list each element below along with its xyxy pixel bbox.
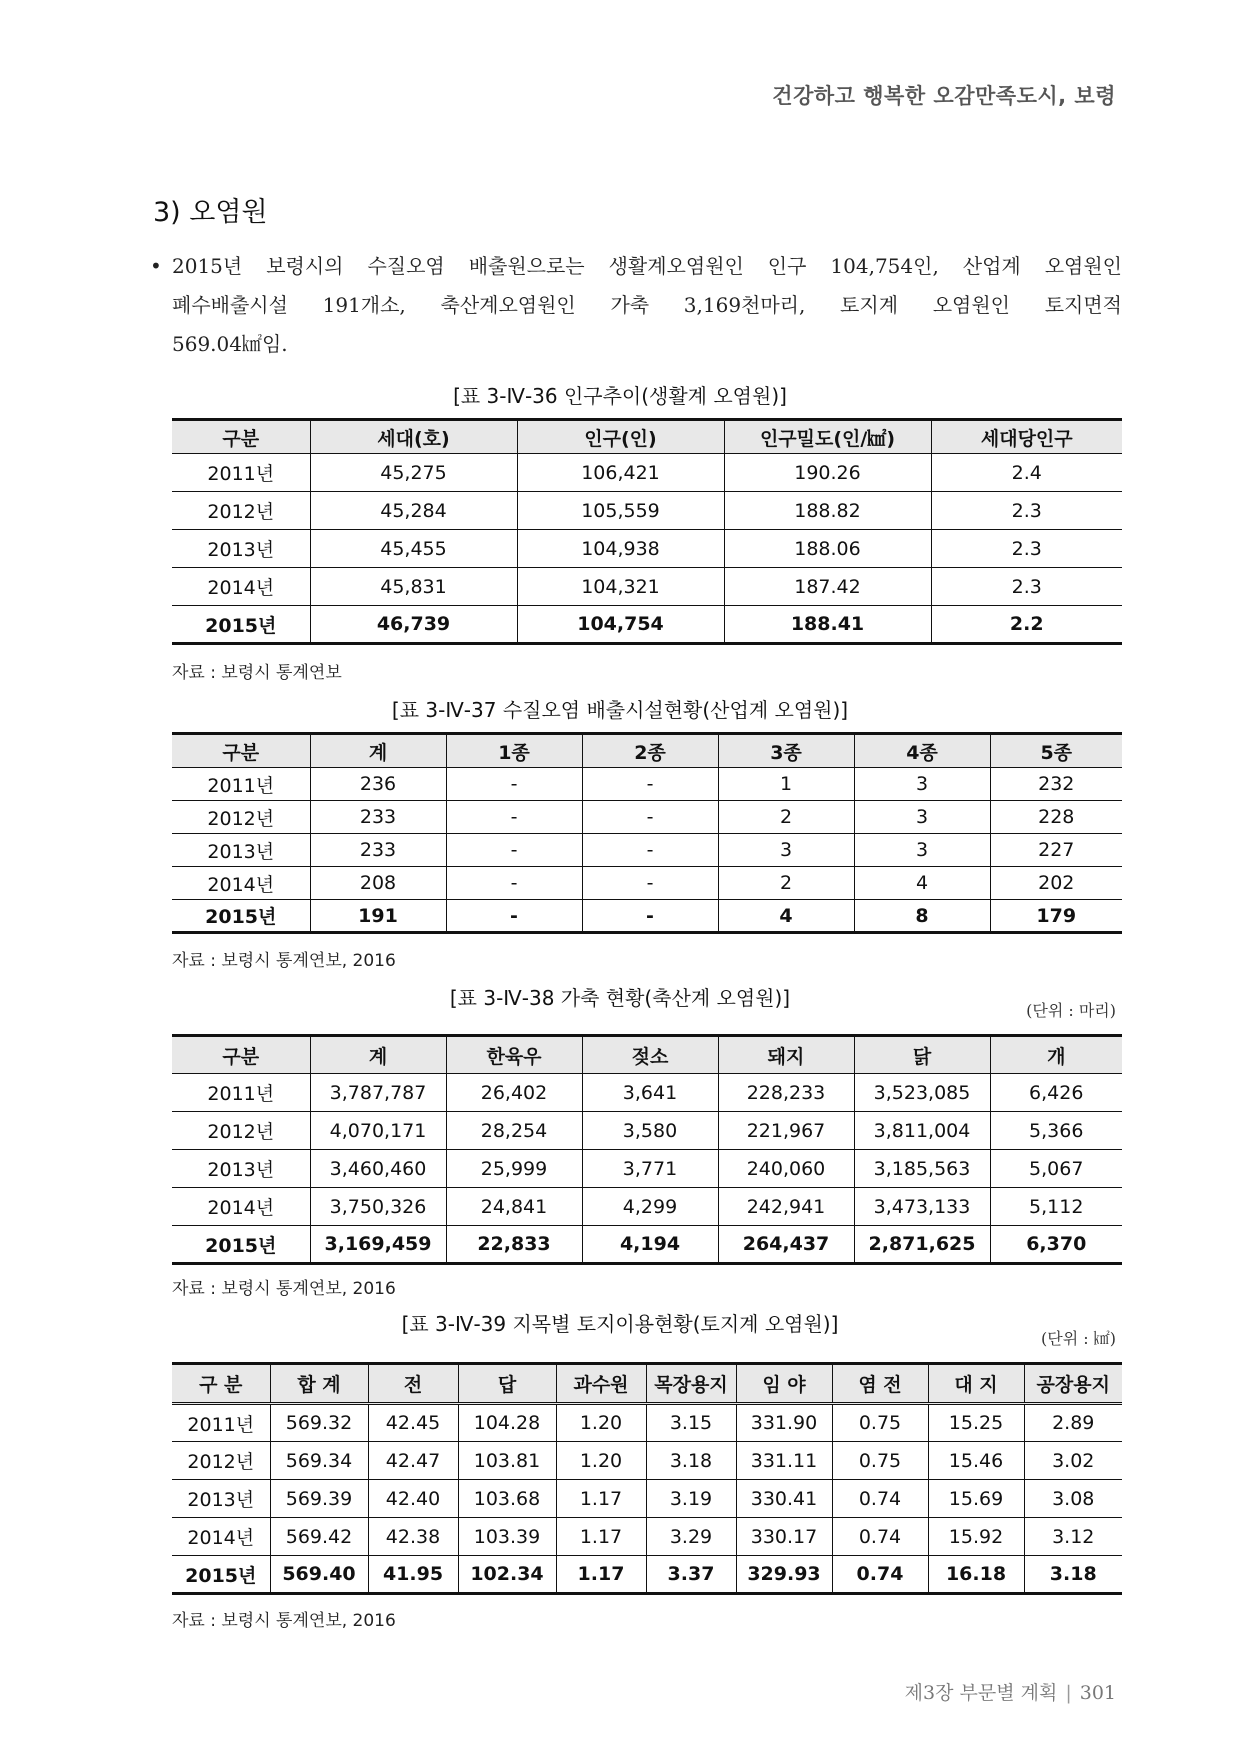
bullet-dot: • <box>150 254 162 278</box>
table-cell: 2 <box>718 801 854 834</box>
table-cell: 42.40 <box>368 1480 458 1518</box>
table-cell: 3 <box>854 801 990 834</box>
footer-separator: | <box>1065 1682 1072 1704</box>
table-cell: 3.19 <box>646 1480 736 1518</box>
row-year-cell: 2015년 <box>172 606 310 644</box>
table4-header-cell: 목장용지 <box>646 1364 736 1404</box>
table-cell: 2,871,625 <box>854 1226 990 1264</box>
table2-source: 자료 : 보령시 통계연보, 2016 <box>172 951 396 971</box>
table-cell: 569.42 <box>270 1518 368 1556</box>
table-row <box>172 1480 1122 1518</box>
table-row <box>172 1404 1122 1442</box>
table-cell: 46,739 <box>310 606 517 644</box>
bullet-paragraph <box>150 247 1122 364</box>
table-cell: 329.93 <box>736 1556 832 1594</box>
table-row <box>172 1074 1122 1112</box>
table-row <box>172 606 1122 644</box>
table4-header-cell: 임 야 <box>736 1364 832 1404</box>
table-cell: 3.37 <box>646 1556 736 1594</box>
table-cell: 3,473,133 <box>854 1188 990 1226</box>
table-row <box>172 1518 1122 1556</box>
table4-header-cell: 구 분 <box>172 1364 270 1404</box>
table-cell: - <box>446 768 582 801</box>
table-cell: 3,787,787 <box>310 1074 446 1112</box>
table2-header-cell: 1종 <box>446 734 582 768</box>
table-cell: 3.29 <box>646 1518 736 1556</box>
table-cell: 3.18 <box>646 1442 736 1480</box>
livestock-table <box>172 1034 1122 1265</box>
table3-header-cell: 돼지 <box>718 1036 854 1074</box>
table-cell: 188.41 <box>724 606 931 644</box>
table-row <box>172 1188 1122 1226</box>
table-cell: 104,321 <box>517 568 724 606</box>
table-cell: 24,841 <box>446 1188 582 1226</box>
table-row <box>172 1442 1122 1480</box>
table-cell: 228 <box>990 801 1122 834</box>
table-cell: 3 <box>854 834 990 867</box>
table3-header-cell: 계 <box>310 1036 446 1074</box>
table-cell: 4,194 <box>582 1226 718 1264</box>
table-cell: 2 <box>718 867 854 900</box>
table-row <box>172 1150 1122 1188</box>
table-cell: 2.3 <box>931 568 1122 606</box>
population-table <box>172 418 1122 645</box>
table-cell: 1.17 <box>556 1556 646 1594</box>
paragraph-line: 569.04㎢임. <box>172 332 288 356</box>
page-number: 301 <box>1079 1682 1116 1704</box>
row-year-cell: 2011년 <box>172 1074 310 1112</box>
table-cell: 233 <box>310 801 446 834</box>
table-cell: 1.20 <box>556 1442 646 1480</box>
table-cell: 2.89 <box>1024 1404 1122 1442</box>
table-cell: 42.47 <box>368 1442 458 1480</box>
table-cell: 3 <box>718 834 854 867</box>
table-cell: 3,580 <box>582 1112 718 1150</box>
table-cell: 45,284 <box>310 492 517 530</box>
table-cell: 569.39 <box>270 1480 368 1518</box>
table-cell: - <box>446 867 582 900</box>
table-cell: 6,370 <box>990 1226 1122 1264</box>
row-year-cell: 2012년 <box>172 492 310 530</box>
table2-header-cell: 5종 <box>990 734 1122 768</box>
table-cell: 2.4 <box>931 454 1122 492</box>
table2-caption: [표 3-Ⅳ-37 수질오염 배출시설현황(산업계 오염원)] <box>391 698 849 722</box>
table3-header-cell: 개 <box>990 1036 1122 1074</box>
table-cell: 5,112 <box>990 1188 1122 1226</box>
table-cell: 22,833 <box>446 1226 582 1264</box>
table-cell: - <box>582 867 718 900</box>
row-year-cell: 2012년 <box>172 1112 310 1150</box>
table-cell: - <box>446 900 582 933</box>
table3-header-cell: 한육우 <box>446 1036 582 1074</box>
table-row <box>172 801 1122 834</box>
table-cell: 15.46 <box>928 1442 1024 1480</box>
table-row <box>172 492 1122 530</box>
table-cell: 264,437 <box>718 1226 854 1264</box>
table-cell: 221,967 <box>718 1112 854 1150</box>
row-year-cell: 2011년 <box>172 454 310 492</box>
table-cell: 28,254 <box>446 1112 582 1150</box>
table-cell: 42.38 <box>368 1518 458 1556</box>
table-cell: 15.92 <box>928 1518 1024 1556</box>
wastewater-facility-table <box>172 732 1122 934</box>
table-cell: 3.08 <box>1024 1480 1122 1518</box>
table-cell: 188.06 <box>724 530 931 568</box>
table-row <box>172 1556 1122 1594</box>
table-cell: 208 <box>310 867 446 900</box>
table1-header-cell: 세대당인구 <box>931 420 1122 454</box>
table2-header-cell: 2종 <box>582 734 718 768</box>
row-year-cell: 2014년 <box>172 867 310 900</box>
table-cell: - <box>582 801 718 834</box>
table-cell: 41.95 <box>368 1556 458 1594</box>
table-row <box>172 1226 1122 1264</box>
table-cell: - <box>446 834 582 867</box>
row-year-cell: 2014년 <box>172 568 310 606</box>
table-cell: 569.40 <box>270 1556 368 1594</box>
table-cell: 331.90 <box>736 1404 832 1442</box>
table-cell: 15.69 <box>928 1480 1024 1518</box>
table-cell: 188.82 <box>724 492 931 530</box>
table2-header-cell: 4종 <box>854 734 990 768</box>
table-cell: - <box>582 900 718 933</box>
row-year-cell: 2014년 <box>172 1518 270 1556</box>
row-year-cell: 2015년 <box>172 900 310 933</box>
table-row <box>172 867 1122 900</box>
table-cell: - <box>582 834 718 867</box>
table-cell: 240,060 <box>718 1150 854 1188</box>
table-row <box>172 900 1122 933</box>
table1-header-cell: 구분 <box>172 420 310 454</box>
table-cell: 233 <box>310 834 446 867</box>
table2-header-cell: 구분 <box>172 734 310 768</box>
table-cell: 227 <box>990 834 1122 867</box>
paragraph-line: 2015년 보령시의 수질오염 배출원으로는 생활계오염원인 인구 104,754인, 산업계 오염원인 <box>172 254 1122 278</box>
table-row <box>172 1112 1122 1150</box>
table4-header-cell: 대 지 <box>928 1364 1024 1404</box>
row-year-cell: 2011년 <box>172 768 310 801</box>
table-cell: 4 <box>854 867 990 900</box>
table-cell: 0.74 <box>832 1518 928 1556</box>
table3-source: 자료 : 보령시 통계연보, 2016 <box>172 1279 396 1299</box>
table-cell: 105,559 <box>517 492 724 530</box>
table3-unit: (단위 : 마리) <box>1026 1001 1116 1020</box>
table2-header-cell: 계 <box>310 734 446 768</box>
table-cell: 242,941 <box>718 1188 854 1226</box>
table3-header-cell: 닭 <box>854 1036 990 1074</box>
table-cell: 103.68 <box>458 1480 556 1518</box>
table1-caption: [표 3-Ⅳ-36 인구추이(생활계 오염원)] <box>453 384 787 408</box>
table-cell: 3,169,459 <box>310 1226 446 1264</box>
table-cell: 26,402 <box>446 1074 582 1112</box>
table4-unit: (단위 : ㎢) <box>1041 1329 1116 1348</box>
table-cell: 4,070,171 <box>310 1112 446 1150</box>
table-cell: 191 <box>310 900 446 933</box>
table-cell: 5,366 <box>990 1112 1122 1150</box>
row-year-cell: 2015년 <box>172 1556 270 1594</box>
table-cell: 569.34 <box>270 1442 368 1480</box>
table-cell: - <box>446 801 582 834</box>
table-cell: 3.15 <box>646 1404 736 1442</box>
table-cell: 104,754 <box>517 606 724 644</box>
table1-source: 자료 : 보령시 통계연보 <box>172 663 342 683</box>
table-row <box>172 834 1122 867</box>
table-cell: 3,811,004 <box>854 1112 990 1150</box>
land-use-table <box>172 1362 1122 1595</box>
table-cell: 2.3 <box>931 492 1122 530</box>
table-cell: 1.17 <box>556 1518 646 1556</box>
table-cell: 102.34 <box>458 1556 556 1594</box>
table1-header-cell: 세대(호) <box>310 420 517 454</box>
table-cell: 5,067 <box>990 1150 1122 1188</box>
footer-chapter: 제3장 부문별 계획 <box>904 1682 1058 1704</box>
table-cell: 1 <box>718 768 854 801</box>
table-cell: 3,460,460 <box>310 1150 446 1188</box>
row-year-cell: 2011년 <box>172 1404 270 1442</box>
table4-caption: [표 3-Ⅳ-39 지목별 토지이용현황(토지계 오염원)] <box>401 1312 839 1336</box>
table-cell: 103.39 <box>458 1518 556 1556</box>
table-cell: 6,426 <box>990 1074 1122 1112</box>
table2-header-cell: 3종 <box>718 734 854 768</box>
table-cell: 0.74 <box>832 1556 928 1594</box>
table-cell: - <box>582 768 718 801</box>
table-cell: 1.17 <box>556 1480 646 1518</box>
row-year-cell: 2013년 <box>172 834 310 867</box>
table-cell: 2.2 <box>931 606 1122 644</box>
table-cell: 3.02 <box>1024 1442 1122 1480</box>
table-cell: 3,771 <box>582 1150 718 1188</box>
running-header-title: 건강하고 행복한 오감만족도시, 보령 <box>772 84 1116 108</box>
row-year-cell: 2013년 <box>172 1480 270 1518</box>
table3-caption: [표 3-Ⅳ-38 가축 현황(축산계 오염원)] <box>449 986 791 1010</box>
page-footer <box>905 1678 1116 1705</box>
table1-header-cell: 인구(인) <box>517 420 724 454</box>
table3-header-cell: 구분 <box>172 1036 310 1074</box>
table-cell: 16.18 <box>928 1556 1024 1594</box>
table-cell: 3 <box>854 768 990 801</box>
table-cell: 569.32 <box>270 1404 368 1442</box>
table4-header-cell: 답 <box>458 1364 556 1404</box>
table-cell: 236 <box>310 768 446 801</box>
table-cell: 331.11 <box>736 1442 832 1480</box>
table-cell: 0.74 <box>832 1480 928 1518</box>
row-year-cell: 2013년 <box>172 1150 310 1188</box>
table4-header-cell: 합 계 <box>270 1364 368 1404</box>
table-cell: 104.28 <box>458 1404 556 1442</box>
table-cell: 187.42 <box>724 568 931 606</box>
table-cell: 103.81 <box>458 1442 556 1480</box>
table-cell: 179 <box>990 900 1122 933</box>
table4-header-cell: 과수원 <box>556 1364 646 1404</box>
table-cell: 1.20 <box>556 1404 646 1442</box>
table-cell: 3.12 <box>1024 1518 1122 1556</box>
row-year-cell: 2012년 <box>172 1442 270 1480</box>
table-cell: 45,455 <box>310 530 517 568</box>
table-row <box>172 768 1122 801</box>
table-cell: 4 <box>718 900 854 933</box>
table4-header-cell: 공장용지 <box>1024 1364 1122 1404</box>
table-cell: 0.75 <box>832 1404 928 1442</box>
table-row <box>172 530 1122 568</box>
table4-header-cell: 전 <box>368 1364 458 1404</box>
table-cell: 2.3 <box>931 530 1122 568</box>
table-cell: 25,999 <box>446 1150 582 1188</box>
table-cell: 232 <box>990 768 1122 801</box>
table-cell: 8 <box>854 900 990 933</box>
table-cell: 45,831 <box>310 568 517 606</box>
table4-source: 자료 : 보령시 통계연보, 2016 <box>172 1611 396 1631</box>
row-year-cell: 2013년 <box>172 530 310 568</box>
table1-header-cell: 인구밀도(인/㎢) <box>724 420 931 454</box>
row-year-cell: 2014년 <box>172 1188 310 1226</box>
row-year-cell: 2012년 <box>172 801 310 834</box>
table-cell: 0.75 <box>832 1442 928 1480</box>
table-cell: 104,938 <box>517 530 724 568</box>
table-cell: 3,185,563 <box>854 1150 990 1188</box>
table-cell: 3,641 <box>582 1074 718 1112</box>
table-cell: 15.25 <box>928 1404 1024 1442</box>
table-cell: 45,275 <box>310 454 517 492</box>
table-cell: 330.17 <box>736 1518 832 1556</box>
table-cell: 190.26 <box>724 454 931 492</box>
table-row <box>172 568 1122 606</box>
table-cell: 42.45 <box>368 1404 458 1442</box>
paragraph-line: 폐수배출시설 191개소, 축산계오염원인 가축 3,169천마리, 토지계 오염원인 토지면적 <box>172 293 1122 317</box>
table-cell: 106,421 <box>517 454 724 492</box>
table-cell: 4,299 <box>582 1188 718 1226</box>
table-cell: 228,233 <box>718 1074 854 1112</box>
section-title: 3) 오염원 <box>153 197 268 228</box>
table-cell: 3,750,326 <box>310 1188 446 1226</box>
table-cell: 3.18 <box>1024 1556 1122 1594</box>
table-cell: 202 <box>990 867 1122 900</box>
table-cell: 3,523,085 <box>854 1074 990 1112</box>
row-year-cell: 2015년 <box>172 1226 310 1264</box>
table3-header-cell: 젖소 <box>582 1036 718 1074</box>
table-cell: 330.41 <box>736 1480 832 1518</box>
table-row <box>172 454 1122 492</box>
table4-header-cell: 염 전 <box>832 1364 928 1404</box>
